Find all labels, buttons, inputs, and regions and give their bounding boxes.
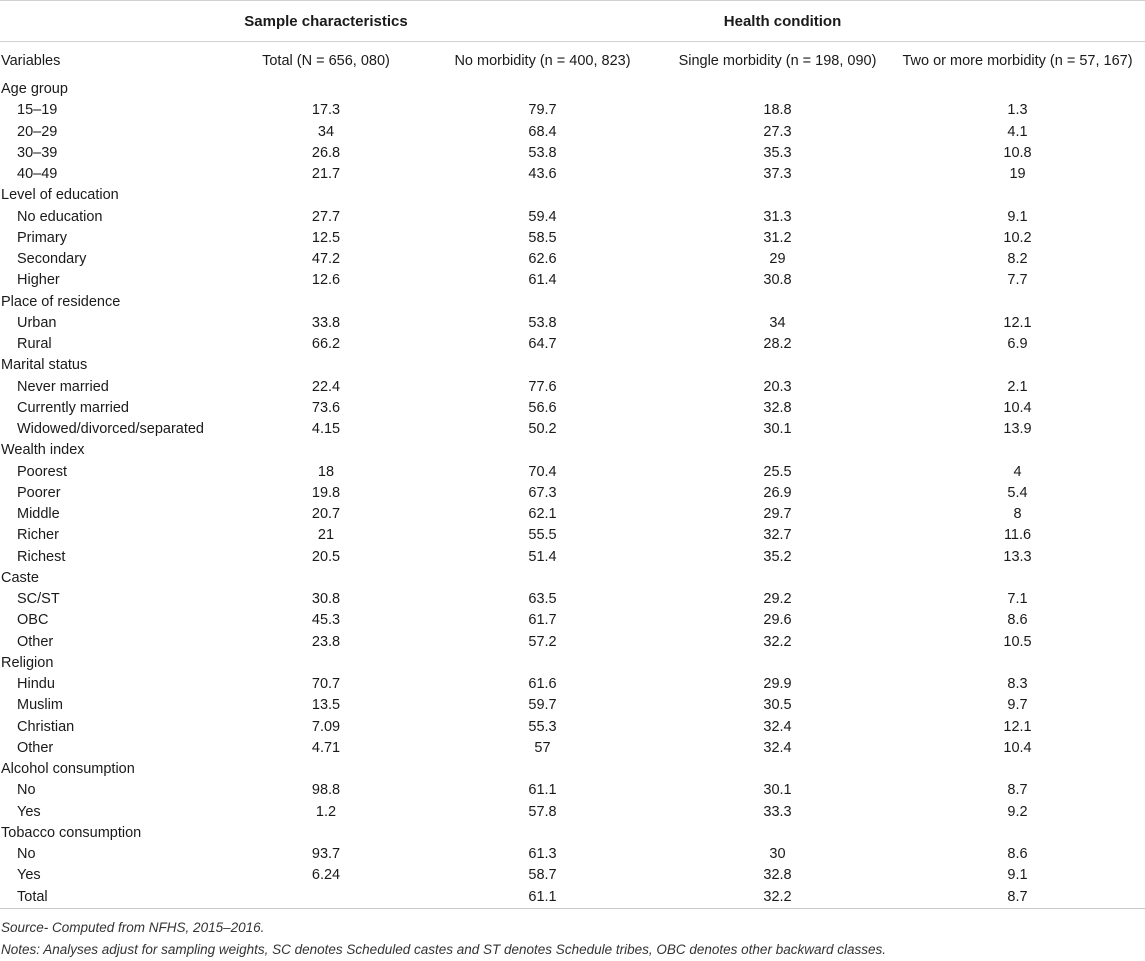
- row-label: Poorest: [17, 463, 67, 480]
- cell-single-morbidity: 30.1: [763, 421, 792, 438]
- cell-single-morbidity: 25.5: [763, 463, 792, 480]
- cell-total: 1.2: [315, 803, 337, 820]
- cell-no-morbidity: 64.7: [528, 336, 557, 353]
- cell-total: 93.7: [311, 846, 341, 863]
- cell-no-morbidity: 61.6: [528, 676, 557, 693]
- cell-multi-morbidity: 13.9: [1003, 421, 1032, 438]
- cell-single-morbidity: [665, 185, 890, 206]
- cell-multi-morbidity: 8.7: [890, 887, 1145, 909]
- cell-multi-morbidity: 10.4: [1003, 739, 1032, 756]
- row-label: Richer: [17, 527, 59, 544]
- cell-single-morbidity: 26.9: [763, 484, 792, 501]
- column-header-row: [0, 42, 1145, 80]
- cell-total: 27.7: [311, 208, 341, 225]
- cell-total: 18: [317, 463, 335, 480]
- category-row: [0, 823, 1145, 844]
- source-note: Source- Computed from NFHS, 2015–2016.: [1, 919, 265, 935]
- cell-single-morbidity: 32.7: [763, 527, 792, 544]
- category-label: Tobacco consumption: [1, 824, 142, 841]
- cell-multi-morbidity: [890, 653, 1145, 674]
- cell-multi-morbidity: 8.6: [1007, 846, 1028, 863]
- row-label: 20–29: [17, 123, 58, 140]
- row-label: Other: [17, 739, 54, 756]
- cell-no-morbidity: 68.4: [528, 123, 557, 140]
- cell-total: [232, 79, 420, 100]
- cell-single-morbidity: [665, 568, 890, 589]
- row-label: No: [17, 846, 36, 863]
- cell-single-morbidity: [665, 292, 890, 313]
- cell-no-morbidity: 61.4: [528, 272, 557, 289]
- cell-total: 98.8: [311, 782, 341, 799]
- cell-single-morbidity: 29: [769, 251, 786, 268]
- cell-total: [232, 887, 420, 909]
- column-header-multi-morbidity: Two or more morbidity (n = 57, 167): [902, 52, 1133, 69]
- cell-multi-morbidity: 13.3: [1003, 548, 1032, 565]
- cell-single-morbidity: 27.3: [763, 123, 792, 140]
- table-row: [0, 377, 1145, 398]
- cell-total: 7.09: [311, 718, 341, 735]
- table-row: [0, 780, 1145, 801]
- cell-multi-morbidity: [890, 568, 1145, 589]
- table-row: [0, 674, 1145, 695]
- cell-no-morbidity: 56.6: [528, 399, 557, 416]
- table-row: [0, 270, 1145, 291]
- cell-multi-morbidity: 8.6: [1007, 612, 1028, 629]
- cell-single-morbidity: 32.8: [763, 867, 792, 884]
- cell-no-morbidity: 59.7: [528, 697, 557, 714]
- cell-total: 4.15: [311, 421, 341, 438]
- cell-total: 22.4: [311, 378, 341, 395]
- table-row: [0, 610, 1145, 631]
- cell-single-morbidity: 30.8: [763, 272, 792, 289]
- cell-multi-morbidity: 2.1: [1007, 378, 1028, 395]
- table-notes: [0, 909, 1145, 961]
- cell-multi-morbidity: 9.7: [1007, 697, 1028, 714]
- cell-total: [232, 823, 420, 844]
- category-label: Place of residence: [1, 293, 121, 310]
- row-label: SC/ST: [17, 591, 60, 608]
- group-header-sample: Sample characteristics: [232, 1, 420, 42]
- notes-text: Notes: Analyses adjust for sampling weights, SC denotes Scheduled castes and ST denotes Schedule tribes, OBC denotes other backward classes.: [1, 941, 886, 957]
- cell-multi-morbidity: [890, 292, 1145, 313]
- cell-multi-morbidity: 8.7: [1007, 782, 1028, 799]
- cell-single-morbidity: [665, 355, 890, 376]
- cell-multi-morbidity: 6.9: [1007, 336, 1028, 353]
- cell-no-morbidity: 58.5: [528, 229, 557, 246]
- cell-total: [232, 440, 420, 461]
- cell-no-morbidity: [420, 355, 665, 376]
- table-row: [0, 122, 1145, 143]
- cell-single-morbidity: 29.7: [763, 506, 792, 523]
- cell-total: 73.6: [311, 399, 341, 416]
- column-header-single-morbidity: Single morbidity (n = 198, 090): [678, 52, 877, 69]
- cell-multi-morbidity: 12.1: [1003, 314, 1032, 331]
- cell-no-morbidity: [420, 185, 665, 206]
- category-row: [0, 568, 1145, 589]
- group-header-health: Health condition: [420, 1, 1145, 42]
- cell-single-morbidity: 32.4: [763, 718, 792, 735]
- cell-total: 33.8: [311, 314, 341, 331]
- category-label: Wealth index: [1, 442, 85, 459]
- cell-single-morbidity: 28.2: [763, 336, 792, 353]
- cell-total: 21.7: [311, 166, 341, 183]
- cell-multi-morbidity: 1.3: [1007, 102, 1028, 119]
- table-row: [0, 100, 1145, 121]
- cell-multi-morbidity: 7.7: [1007, 272, 1028, 289]
- table-row: [0, 143, 1145, 164]
- cell-no-morbidity: [420, 759, 665, 780]
- cell-total: 26.8: [311, 144, 341, 161]
- group-header-row: [0, 1, 1145, 42]
- cell-no-morbidity: 57: [534, 739, 551, 756]
- cell-no-morbidity: [420, 653, 665, 674]
- group-header-empty: [0, 1, 232, 42]
- table-row: [0, 334, 1145, 355]
- cell-multi-morbidity: 19: [1009, 166, 1026, 183]
- cell-single-morbidity: 29.2: [763, 591, 792, 608]
- cell-multi-morbidity: 10.5: [1003, 633, 1032, 650]
- cell-no-morbidity: 61.3: [528, 846, 557, 863]
- cell-no-morbidity: 61.7: [528, 612, 557, 629]
- row-label: 30–39: [17, 144, 58, 161]
- cell-single-morbidity: [665, 759, 890, 780]
- table-row: [0, 249, 1145, 270]
- row-label: No: [17, 782, 36, 799]
- cell-single-morbidity: 30.5: [763, 697, 792, 714]
- cell-single-morbidity: 34: [769, 314, 786, 331]
- table-row: [0, 164, 1145, 185]
- cell-total: 66.2: [311, 336, 341, 353]
- cell-total: 70.7: [311, 676, 341, 693]
- category-label: Caste: [1, 569, 39, 586]
- cell-no-morbidity: [420, 292, 665, 313]
- cell-multi-morbidity: 5.4: [1007, 484, 1028, 501]
- cell-no-morbidity: 51.4: [528, 548, 557, 565]
- cell-multi-morbidity: 8: [1013, 506, 1022, 523]
- cell-single-morbidity: 35.2: [763, 548, 792, 565]
- column-header-total: Total (N = 656, 080): [262, 52, 390, 69]
- row-label: 15–19: [17, 102, 58, 119]
- table-row: [0, 504, 1145, 525]
- cell-total: 34: [317, 123, 335, 140]
- cell-multi-morbidity: 4: [1013, 463, 1022, 480]
- cell-multi-morbidity: 12.1: [1003, 718, 1032, 735]
- cell-no-morbidity: 57.8: [528, 803, 557, 820]
- cell-no-morbidity: 57.2: [528, 633, 557, 650]
- row-label: Currently married: [17, 399, 129, 416]
- cell-no-morbidity: 58.7: [528, 867, 557, 884]
- cell-multi-morbidity: [890, 79, 1145, 100]
- cell-multi-morbidity: [890, 185, 1145, 206]
- cell-total: [232, 759, 420, 780]
- cell-total: 20.5: [311, 548, 341, 565]
- cell-total: 30.8: [311, 591, 341, 608]
- cell-no-morbidity: 50.2: [528, 421, 557, 438]
- table-row: [0, 738, 1145, 759]
- category-row: [0, 355, 1145, 376]
- cell-no-morbidity: [420, 823, 665, 844]
- cell-multi-morbidity: [890, 440, 1145, 461]
- table-row: [0, 887, 1145, 909]
- cell-single-morbidity: 37.3: [763, 166, 792, 183]
- cell-no-morbidity: 59.4: [528, 208, 557, 225]
- cell-single-morbidity: 33.3: [763, 803, 792, 820]
- row-label: Christian: [17, 718, 75, 735]
- cell-single-morbidity: 18.8: [763, 102, 792, 119]
- cell-single-morbidity: [665, 440, 890, 461]
- cell-no-morbidity: 63.5: [528, 591, 557, 608]
- cell-total: 23.8: [311, 633, 341, 650]
- cell-single-morbidity: [665, 79, 890, 100]
- cell-no-morbidity: [420, 440, 665, 461]
- cell-no-morbidity: 79.7: [528, 102, 557, 119]
- category-label: Alcohol consumption: [1, 761, 135, 778]
- cell-multi-morbidity: [890, 823, 1145, 844]
- table-row: [0, 695, 1145, 716]
- row-label: Primary: [17, 229, 67, 246]
- row-label: Richest: [17, 548, 66, 565]
- column-header-variables: Variables: [1, 52, 61, 69]
- cell-multi-morbidity: 10.2: [1003, 229, 1032, 246]
- cell-multi-morbidity: 9.1: [1007, 867, 1028, 884]
- table-body: [0, 79, 1145, 908]
- cell-total: 21: [317, 527, 335, 544]
- cell-single-morbidity: 35.3: [763, 144, 792, 161]
- cell-total: 45.3: [311, 612, 341, 629]
- table-row: [0, 802, 1145, 823]
- table-row: [0, 462, 1145, 483]
- cell-multi-morbidity: 8.3: [1007, 676, 1028, 693]
- cell-total: [232, 653, 420, 674]
- cell-no-morbidity: 77.6: [528, 378, 557, 395]
- cell-multi-morbidity: 7.1: [1007, 591, 1028, 608]
- cell-multi-morbidity: 9.1: [1007, 208, 1028, 225]
- row-label: Muslim: [17, 697, 63, 714]
- row-label: Yes: [17, 803, 41, 820]
- row-label: Higher: [17, 272, 60, 289]
- row-label: Hindu: [17, 676, 55, 693]
- row-label: Total: [0, 887, 232, 909]
- cell-no-morbidity: 43.6: [528, 166, 557, 183]
- cell-total: [232, 292, 420, 313]
- row-label: Yes: [17, 867, 41, 884]
- cell-single-morbidity: 30.1: [763, 782, 792, 799]
- cell-single-morbidity: [665, 823, 890, 844]
- row-label: Widowed/divorced/separated: [17, 421, 204, 438]
- cell-single-morbidity: 32.8: [763, 399, 792, 416]
- cell-total: [232, 355, 420, 376]
- cell-no-morbidity: [420, 79, 665, 100]
- cell-no-morbidity: 67.3: [528, 484, 557, 501]
- table-row: [0, 207, 1145, 228]
- category-label: Level of education: [1, 187, 119, 204]
- table-row: [0, 228, 1145, 249]
- cell-total: 13.5: [311, 697, 341, 714]
- cell-total: [232, 185, 420, 206]
- row-label: Other: [17, 633, 54, 650]
- table-row: [0, 717, 1145, 738]
- category-label: Religion: [1, 654, 54, 671]
- table-row: [0, 844, 1145, 865]
- cell-no-morbidity: 62.6: [528, 251, 557, 268]
- cell-multi-morbidity: [890, 759, 1145, 780]
- table-row: [0, 483, 1145, 504]
- category-row: [0, 653, 1145, 674]
- cell-single-morbidity: 30: [769, 846, 786, 863]
- cell-no-morbidity: 53.8: [528, 314, 557, 331]
- row-label: 40–49: [17, 166, 58, 183]
- row-label: Never married: [17, 378, 109, 395]
- cell-multi-morbidity: 9.2: [1007, 803, 1028, 820]
- cell-total: 19.8: [311, 484, 341, 501]
- row-label: OBC: [17, 612, 49, 629]
- cell-no-morbidity: 62.1: [528, 506, 557, 523]
- row-label: Secondary: [17, 251, 87, 268]
- table-row: [0, 865, 1145, 886]
- category-label: Marital status: [1, 357, 88, 374]
- row-label: Poorer: [17, 484, 61, 501]
- cell-no-morbidity: 61.1: [420, 887, 665, 909]
- cell-single-morbidity: 29.9: [763, 676, 792, 693]
- cell-total: 4.71: [311, 739, 341, 756]
- cell-single-morbidity: 32.2: [665, 887, 890, 909]
- category-row: [0, 440, 1145, 461]
- cell-single-morbidity: [665, 653, 890, 674]
- category-row: [0, 185, 1145, 206]
- cell-single-morbidity: 32.2: [763, 633, 792, 650]
- cell-single-morbidity: 31.2: [763, 229, 792, 246]
- table-row: [0, 632, 1145, 653]
- table-row: [0, 398, 1145, 419]
- cell-multi-morbidity: 11.6: [1003, 527, 1032, 544]
- cell-single-morbidity: 32.4: [763, 739, 792, 756]
- cell-total: [232, 568, 420, 589]
- cell-single-morbidity: 20.3: [763, 378, 792, 395]
- category-row: [0, 759, 1145, 780]
- cell-multi-morbidity: [890, 355, 1145, 376]
- cell-no-morbidity: 53.8: [528, 144, 557, 161]
- column-header-no-morbidity: No morbidity (n = 400, 823): [454, 52, 631, 69]
- row-label: Urban: [17, 314, 57, 331]
- category-row: [0, 79, 1145, 100]
- table-row: [0, 589, 1145, 610]
- cell-no-morbidity: 55.5: [528, 527, 557, 544]
- table-row: [0, 419, 1145, 440]
- cell-multi-morbidity: 4.1: [1007, 123, 1028, 140]
- category-row: [0, 292, 1145, 313]
- cell-total: 20.7: [311, 506, 341, 523]
- cell-multi-morbidity: 10.4: [1003, 399, 1032, 416]
- cell-total: 12.5: [311, 229, 341, 246]
- cell-no-morbidity: [420, 568, 665, 589]
- cell-total: 47.2: [311, 251, 341, 268]
- cell-no-morbidity: 61.1: [528, 782, 557, 799]
- row-label: No education: [17, 208, 103, 225]
- cell-multi-morbidity: 8.2: [1007, 251, 1028, 268]
- row-label: Rural: [17, 336, 52, 353]
- category-label: Age group: [1, 81, 68, 98]
- cell-total: 6.24: [311, 867, 341, 884]
- cell-multi-morbidity: 10.8: [1003, 144, 1032, 161]
- cell-no-morbidity: 55.3: [528, 718, 557, 735]
- table-row: [0, 525, 1145, 546]
- cell-single-morbidity: 31.3: [763, 208, 792, 225]
- cell-total: 12.6: [311, 272, 341, 289]
- row-label: Middle: [17, 506, 60, 523]
- cell-total: 17.3: [311, 102, 341, 119]
- table-row: [0, 547, 1145, 568]
- cell-single-morbidity: 29.6: [763, 612, 792, 629]
- cell-no-morbidity: 70.4: [528, 463, 557, 480]
- table-row: [0, 313, 1145, 334]
